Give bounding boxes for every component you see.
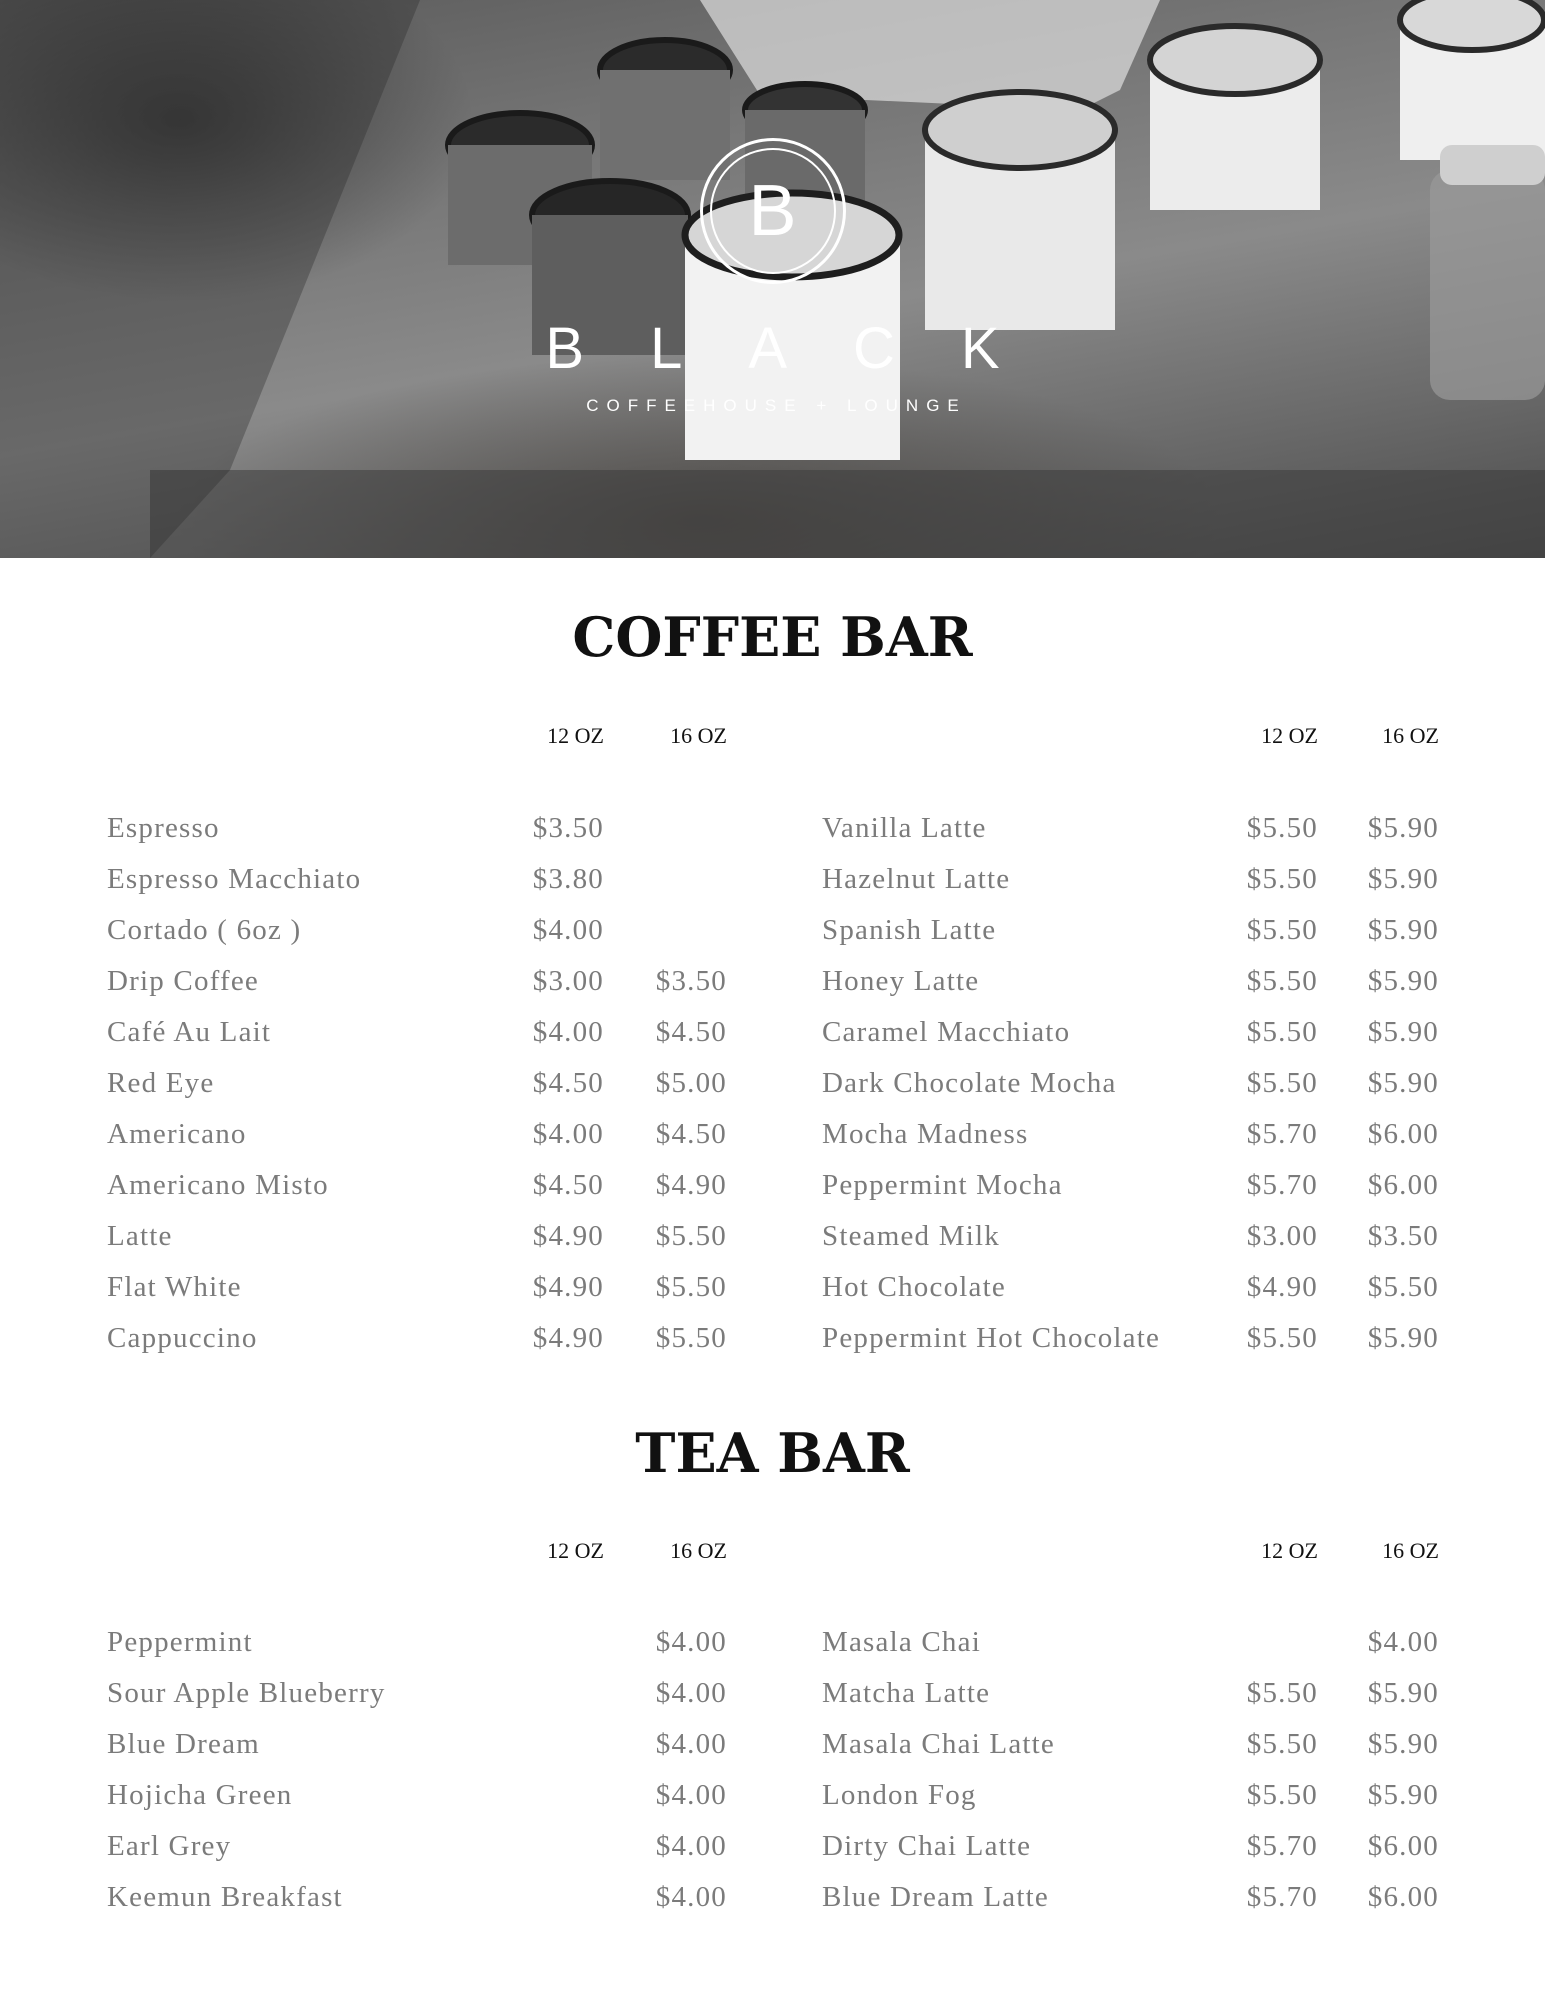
price-12oz: $4.90 <box>1246 1271 1318 1303</box>
price-12oz: $5.50 <box>1246 965 1318 997</box>
price-16oz: $5.90 <box>1367 1779 1439 1811</box>
coffee-right-list <box>822 812 1439 1373</box>
price-12oz: $4.90 <box>532 1220 604 1252</box>
menu-item <box>822 1169 1439 1220</box>
tea-bar-right-column <box>822 1538 1439 1932</box>
price-16oz: $5.90 <box>1367 965 1439 997</box>
price-16oz: $5.90 <box>1367 1677 1439 1709</box>
brand-name: BLACK <box>545 316 1066 381</box>
size-12oz-label: 12 OZ <box>1261 723 1318 748</box>
price-16oz: $6.00 <box>1367 1881 1439 1913</box>
menu-item <box>107 1016 727 1067</box>
menu-item-name: Dark Chocolate Mocha <box>822 1067 1117 1099</box>
price-16oz: $4.00 <box>655 1881 727 1913</box>
menu-item <box>107 965 727 1016</box>
menu-item-name: Vanilla Latte <box>822 812 987 844</box>
menu-item-name: Hojicha Green <box>107 1779 293 1811</box>
menu-item-name: Americano Misto <box>107 1169 329 1201</box>
menu-item <box>822 1067 1439 1118</box>
price-12oz: $5.50 <box>1246 1067 1318 1099</box>
menu-item-name: Matcha Latte <box>822 1677 991 1709</box>
menu-item <box>822 1220 1439 1271</box>
brand-tagline: COFFEEHOUSE + LOUNGE <box>586 396 967 415</box>
price-12oz: $4.90 <box>532 1271 604 1303</box>
menu-item-name: Dirty Chai Latte <box>822 1830 1032 1862</box>
menu-item-name: Cortado ( 6oz ) <box>107 914 302 946</box>
menu-item-name: Peppermint <box>107 1626 253 1658</box>
price-12oz: $3.50 <box>532 812 604 844</box>
size-header <box>822 1538 1439 1568</box>
price-16oz: $5.90 <box>1367 914 1439 946</box>
menu-item <box>822 1322 1439 1373</box>
menu-item-name: Blue Dream Latte <box>822 1881 1049 1913</box>
menu-item <box>822 1881 1439 1932</box>
price-12oz: $3.00 <box>532 965 604 997</box>
price-12oz: $5.50 <box>1246 1016 1318 1048</box>
tea-left-list <box>107 1626 727 1932</box>
price-16oz: $5.50 <box>655 1220 727 1252</box>
menu-item <box>107 1271 727 1322</box>
menu-item-name: Blue Dream <box>107 1728 260 1760</box>
price-12oz: $5.70 <box>1246 1118 1318 1150</box>
menu-item <box>107 1677 727 1728</box>
size-12oz-label: 12 OZ <box>547 1538 604 1563</box>
price-12oz: $5.50 <box>1246 812 1318 844</box>
price-16oz: $3.50 <box>1367 1220 1439 1252</box>
logo-initial: B <box>710 148 836 274</box>
price-12oz: $3.80 <box>532 863 604 895</box>
menu-item-name: Honey Latte <box>822 965 980 997</box>
menu-item <box>822 1728 1439 1779</box>
menu-item <box>822 1677 1439 1728</box>
menu-item-name: Latte <box>107 1220 173 1252</box>
price-12oz: $5.50 <box>1246 1677 1318 1709</box>
menu-item <box>822 1271 1439 1322</box>
price-16oz: $4.00 <box>655 1779 727 1811</box>
size-header <box>107 1538 727 1568</box>
price-16oz: $3.50 <box>655 965 727 997</box>
hero-photo <box>0 0 1545 558</box>
menu-item-name: Hot Chocolate <box>822 1271 1006 1303</box>
tea-bar-title: TEA BAR <box>635 1421 910 1485</box>
price-12oz: $5.70 <box>1246 1169 1318 1201</box>
menu-item <box>107 1169 727 1220</box>
menu-item <box>822 1830 1439 1881</box>
price-12oz: $4.00 <box>532 1016 604 1048</box>
price-16oz: $6.00 <box>1367 1830 1439 1862</box>
price-16oz: $5.90 <box>1367 812 1439 844</box>
menu-item-name: Peppermint Hot Chocolate <box>822 1322 1161 1354</box>
menu-item <box>107 1779 727 1830</box>
brand-logo <box>0 138 1545 416</box>
menu-item-name: Earl Grey <box>107 1830 232 1862</box>
price-16oz: $6.00 <box>1367 1118 1439 1150</box>
menu-item-name: Spanish Latte <box>822 914 997 946</box>
size-12oz-label: 12 OZ <box>547 723 604 748</box>
menu-item-name: Masala Chai <box>822 1626 981 1658</box>
coffee-bar-right-column <box>822 723 1439 1373</box>
price-16oz: $4.90 <box>655 1169 727 1201</box>
menu-item <box>822 1118 1439 1169</box>
menu-item-name: Mocha Madness <box>822 1118 1029 1150</box>
price-16oz: $5.90 <box>1367 1067 1439 1099</box>
menu-item <box>107 1322 727 1373</box>
menu-item-name: London Fog <box>822 1779 977 1811</box>
coffee-bar-left-column <box>107 723 727 1373</box>
menu-item <box>822 1016 1439 1067</box>
price-12oz: $4.00 <box>532 1118 604 1150</box>
menu-item-name: Espresso Macchiato <box>107 863 362 895</box>
price-16oz: $5.90 <box>1367 1322 1439 1354</box>
menu-item-name: Steamed Milk <box>822 1220 1000 1252</box>
size-16oz-label: 16 OZ <box>670 1538 727 1563</box>
price-12oz: $5.70 <box>1246 1881 1318 1913</box>
menu-item <box>107 812 727 863</box>
menu-item <box>822 812 1439 863</box>
menu-item-name: Keemun Breakfast <box>107 1881 343 1913</box>
menu-item-name: Espresso <box>107 812 220 844</box>
menu-item-name: Caramel Macchiato <box>822 1016 1071 1048</box>
menu-item <box>107 1830 727 1881</box>
menu-item <box>107 1881 727 1932</box>
price-12oz: $5.50 <box>1246 1779 1318 1811</box>
price-16oz: $5.50 <box>655 1322 727 1354</box>
menu-item <box>107 1067 727 1118</box>
menu-item <box>107 1118 727 1169</box>
price-12oz: $4.00 <box>532 914 604 946</box>
price-12oz: $4.50 <box>532 1169 604 1201</box>
price-16oz: $5.00 <box>655 1067 727 1099</box>
menu-item <box>822 1626 1439 1677</box>
size-16oz-label: 16 OZ <box>1382 1538 1439 1563</box>
menu-item-name: Sour Apple Blueberry <box>107 1677 386 1709</box>
menu-item <box>822 914 1439 965</box>
price-16oz: $4.00 <box>655 1677 727 1709</box>
tea-right-list <box>822 1626 1439 1932</box>
size-16oz-label: 16 OZ <box>670 723 727 748</box>
price-12oz: $5.50 <box>1246 1322 1318 1354</box>
menu-item <box>107 1728 727 1779</box>
menu-item <box>822 863 1439 914</box>
menu-item <box>107 1626 727 1677</box>
menu-item <box>107 914 727 965</box>
price-16oz: $4.50 <box>655 1016 727 1048</box>
menu-item-name: Americano <box>107 1118 247 1150</box>
price-16oz: $4.00 <box>655 1830 727 1862</box>
price-16oz: $5.90 <box>1367 1728 1439 1760</box>
price-16oz: $4.50 <box>655 1118 727 1150</box>
logo-ring <box>700 138 846 284</box>
price-12oz: $5.50 <box>1246 863 1318 895</box>
menu-item-name: Flat White <box>107 1271 242 1303</box>
menu-item-name: Drip Coffee <box>107 965 259 997</box>
price-12oz: $4.90 <box>532 1322 604 1354</box>
menu-item <box>822 1779 1439 1830</box>
price-12oz: $5.70 <box>1246 1830 1318 1862</box>
price-16oz: $6.00 <box>1367 1169 1439 1201</box>
price-12oz: $3.00 <box>1246 1220 1318 1252</box>
menu-item-name: Café Au Lait <box>107 1016 272 1048</box>
menu-item <box>107 1220 727 1271</box>
price-16oz: $5.50 <box>1367 1271 1439 1303</box>
menu-item <box>822 965 1439 1016</box>
size-header <box>822 723 1439 753</box>
menu-item-name: Cappuccino <box>107 1322 258 1354</box>
menu-item-name: Red Eye <box>107 1067 215 1099</box>
menu-item-name: Masala Chai Latte <box>822 1728 1055 1760</box>
price-12oz: $4.50 <box>532 1067 604 1099</box>
menu-item-name: Hazelnut Latte <box>822 863 1011 895</box>
price-16oz: $5.90 <box>1367 863 1439 895</box>
size-16oz-label: 16 OZ <box>1382 723 1439 748</box>
price-12oz: $5.50 <box>1246 1728 1318 1760</box>
price-16oz: $5.50 <box>655 1271 727 1303</box>
price-12oz: $5.50 <box>1246 914 1318 946</box>
coffee-left-list <box>107 812 727 1373</box>
tea-bar-left-column <box>107 1538 727 1932</box>
menu-item <box>107 863 727 914</box>
coffee-bar-title: COFFEE BAR <box>572 605 973 669</box>
price-16oz: $5.90 <box>1367 1016 1439 1048</box>
price-16oz: $4.00 <box>655 1728 727 1760</box>
price-16oz: $4.00 <box>1367 1626 1439 1658</box>
size-12oz-label: 12 OZ <box>1261 1538 1318 1563</box>
size-header <box>107 723 727 753</box>
price-16oz: $4.00 <box>655 1626 727 1658</box>
menu-item-name: Peppermint Mocha <box>822 1169 1063 1201</box>
